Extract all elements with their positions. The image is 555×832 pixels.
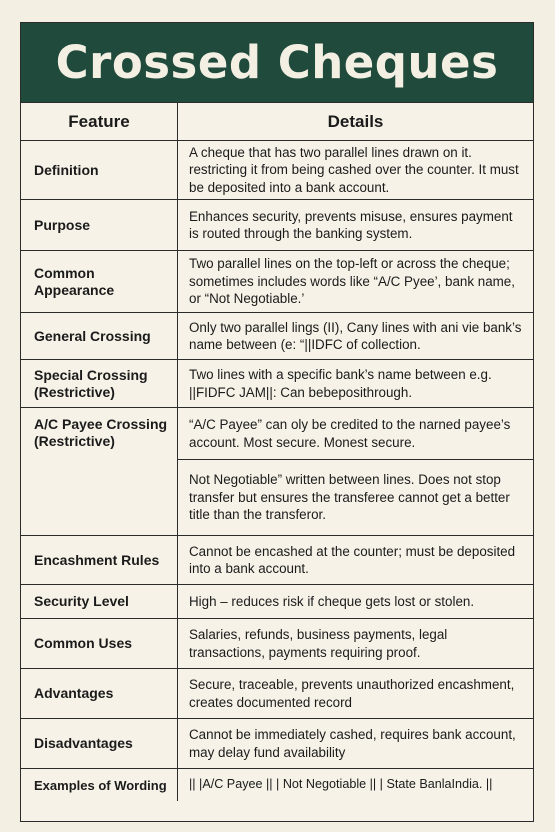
details-cell: || |A/C Payee || | Not Negotiable || | State BanlaIndia. || <box>189 777 493 792</box>
details-cell: Salaries, refunds, business payments, legal transactions, payments requiring proof. <box>189 627 448 660</box>
page-title: Crossed Cheques <box>55 36 499 89</box>
table-row-advantages <box>21 669 533 719</box>
table-row-encashment-rules <box>21 536 533 585</box>
details-cell: Secure, traceable, prevents unauthorized encashment, creates documented record <box>189 677 515 710</box>
details-cell: Enhances security, prevents misuse, ensures payment is routed through the banking system. <box>189 208 513 241</box>
table-row-definition <box>21 141 533 200</box>
feature-cell: Encashment Rules <box>21 536 178 584</box>
details-cell: Only two parallel lings (II), Cany lines with ani vie bank’s name between (e: “||IDFC of collection. <box>189 319 522 352</box>
table-row-common-appearance <box>21 251 533 313</box>
column-header-details: Details <box>327 111 384 131</box>
title-banner <box>21 23 533 103</box>
details-cell: Two parallel lines on the top-left or across the cheque; sometimes includes words like “A/C Pyee’, bank name, or “Not Negotiable.’ <box>189 256 515 307</box>
table-row-security-level <box>21 585 533 619</box>
table-row-general-crossing <box>21 313 533 360</box>
details-cell: “A/C Payee” can oly be credited to the narned payee’s account. Most secure. Monest secure. <box>189 417 511 450</box>
table-row-ac-payee-crossing <box>21 408 533 536</box>
feature-cell: General Crossing <box>21 313 178 359</box>
feature-cell: Special Crossing (Restrictive) <box>21 360 178 407</box>
feature-cell: Purpose <box>21 200 178 250</box>
feature-cell: Common Appearance <box>21 251 178 312</box>
table-row-purpose <box>21 200 533 251</box>
details-cell: Cannot be immediately cashed, requires bank account, may delay fund availability <box>189 727 516 760</box>
details-cell: Two lines with a specific bank’s name between e.g. ||FIDFC JAM||: Can bebeposithrough. <box>189 367 492 400</box>
details-cell: Cannot be encashed at the counter; must be deposited into a bank account. <box>189 543 516 576</box>
table-row-disadvantages <box>21 719 533 769</box>
table-row-special-crossing <box>21 360 533 408</box>
column-header-feature: Feature <box>21 103 178 140</box>
cheque-info-sheet <box>20 22 534 822</box>
feature-cell: Examples of Wording <box>21 769 178 801</box>
details-cell: High – reduces risk if cheque gets lost or stolen. <box>189 593 475 609</box>
details-cell: A cheque that has two parallel lines drawn on it. restricting it from being cashed over the counter. It must be deposited into a bank account. <box>189 144 519 195</box>
table-header-row <box>21 103 533 141</box>
table-row-examples-of-wording <box>21 769 533 801</box>
feature-cell: Security Level <box>21 585 178 618</box>
feature-cell: A/C Payee Crossing (Restrictive) <box>21 408 178 535</box>
feature-cell: Disadvantages <box>21 719 178 768</box>
feature-cell: Common Uses <box>21 619 178 668</box>
feature-cell: Definition <box>21 141 178 199</box>
table-row-common-uses <box>21 619 533 669</box>
feature-cell: Advantages <box>21 669 178 718</box>
details-cell-secondary: Not Negotiable” written between lines. Does not stop transfer but ensures the transferee cannot get a better title than the transferor. <box>189 472 510 523</box>
